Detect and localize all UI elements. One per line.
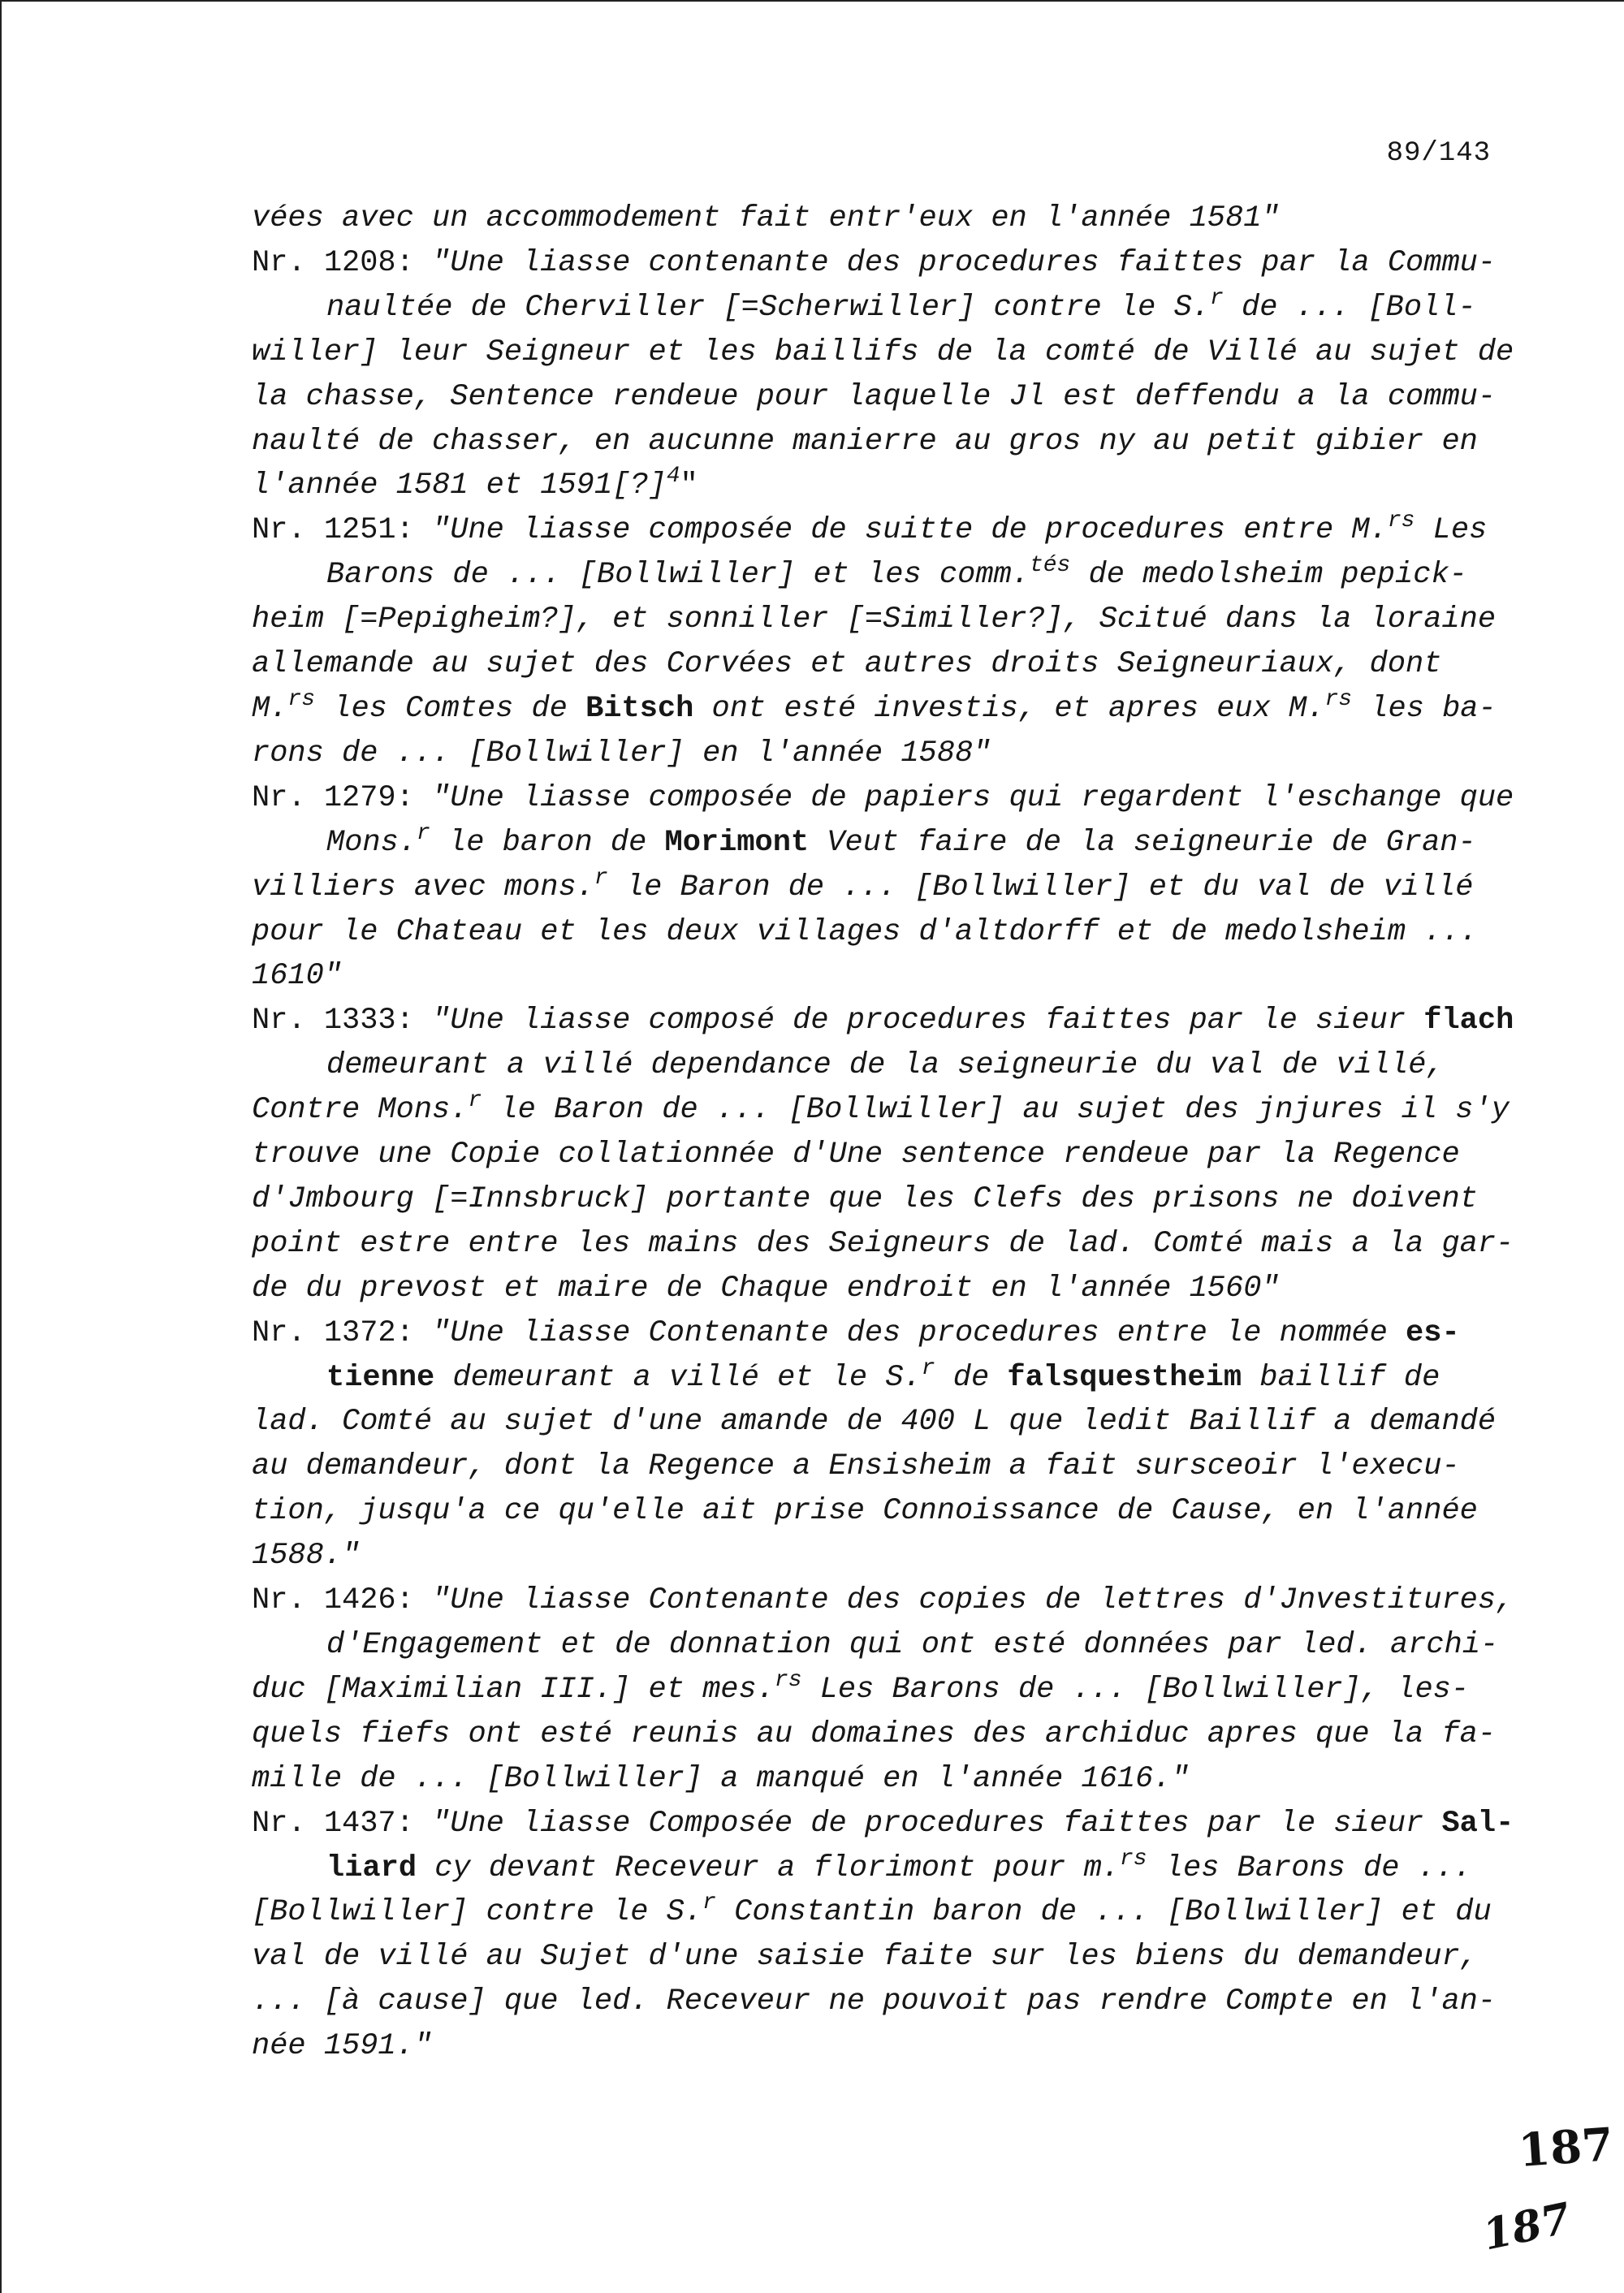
entry-1426: Nr. 1426: "Une liasse Contenante des copies de lettres d'Jnvestitures, d'Engagement et de donnation qui ont esté données par led. archi- duc [Maximilian III.] et mes.$^{rs}$ Les Barons de ... [Bollwiller], les- quels fiefs ont esté reunis au domaines des archiduc apres que la fa- mille de ... [Bollwiller] a manqué en l'année 1616." — [252, 1583, 1514, 1796]
entry-number: Nr. 1372: — [252, 1315, 433, 1350]
handwritten-folio-number-2: 187 — [1478, 2193, 1575, 2261]
entry-number: Nr. 1426: — [252, 1583, 433, 1618]
handwritten-folio-number: 187 — [1516, 2118, 1616, 2178]
entry-number: Nr. 1437: — [252, 1806, 433, 1841]
document-body — [252, 196, 1514, 2069]
entry-1208: Nr. 1208: "Une liasse contenante des procedures faittes par la Commu- naultée de Cherviller [=Scherwiller] contre le S.$^r$ de ... [Boll- willer] leur Seigneur et les baillifs de la comté de Villé au sujet de la chasse, Sentence rendeue pour laquelle Jl est deffendu a la commu- naulté de chasser, en aucunne manierre au gros ny au petit gibier en l'année 1581 et 1591[?]$^4$" — [252, 245, 1514, 503]
entry-1372: Nr. 1372: "Une liasse Contenante des procedures entre le nommée es- tienne demeurant a villé et le S.$^r$ de falsquestheim baillif de lad. Comté au sujet d'une amande de 400 L que ledit Baillif a demandé au demandeur, dont la Regence a Ensisheim a fait sursceoir l'execu- tion, jusqu'a ce qu'elle ait prise Connoissance de Cause, en l'année 1588." — [252, 1315, 1497, 1574]
entry-1333: Nr. 1333: "Une liasse composé de procedures faittes par le sieur flach demeurant a villé dependance de la seigneurie du val de villé, Contre Mons.$^r$ le Baron de ... [Bollwiller] au sujet des jnjures il s'y trouve une Copie collationnée d'Une sentence rendeue par la Regence d'Jmbourg [=Innsbruck] portante que les Clefs des prisons ne doivent point estre entre les mains des Seigneurs de lad. Comté mais a la gar- de du prevost et maire de Chaque endroit en l'année 1560" — [252, 1004, 1514, 1306]
text-line: vées avec un accommodement fait entr'eux en l'année 1581" — [252, 201, 1280, 235]
scan-border-left — [0, 0, 2, 2293]
page-number: 89/143 — [1386, 138, 1491, 169]
entry-1279: Nr. 1279: "Une liasse composée de papiers qui regardent l'eschange que Mons.$^r$ le baron de Morimont Veut faire de la seigneurie de Gran- villiers avec mons.$^r$ le Baron de ... [Bollwiller] et du val de villé pour le Chateau et les deux villages d'altdorff et de medolsheim ... 1610" — [252, 780, 1514, 994]
entry-1437: Nr. 1437: "Une liasse Composée de procedures faittes par le sieur Sal- liard cy devant Receveur a florimont pour m.$^{rs}$ les Barons de ... [Bollwiller] contre le S.$^r$ Constantin baron de ... [Bollwiller] et du val de villé au Sujet d'une saisie faite sur les biens du demandeur, ... [à cause] que led. Receveur ne pouvoit pas rendre Compte en l'an- née 1591." — [252, 1806, 1514, 2064]
footnote-ref: 4 — [666, 464, 680, 490]
entry-1251: Nr. 1251: "Une liasse composée de suitte de procedures entre M.$^{rs}$ Les Barons de ... [Bollwiller] et les comm.$^{tés}$ de medolsheim pepick- heim [=Pepigheim?], et sonniller [=Similler?], Scitué dans la loraine allemande au sujet des Corvées et autres droits Seigneuriaux, dont M.$^{rs}$ les Comtes de Bitsch ont esté investis, et apres eux M.$^{rs}$ les ba- rons de ... [Bollwiller] en l'année 1588" — [252, 508, 1497, 771]
entry-number: Nr. 1279: — [252, 780, 433, 815]
scan-border-top — [0, 0, 1624, 2]
entry-number: Nr. 1333: — [252, 1004, 433, 1039]
entry-number: Nr. 1208: — [252, 245, 433, 280]
entry-number: Nr. 1251: — [252, 513, 433, 548]
